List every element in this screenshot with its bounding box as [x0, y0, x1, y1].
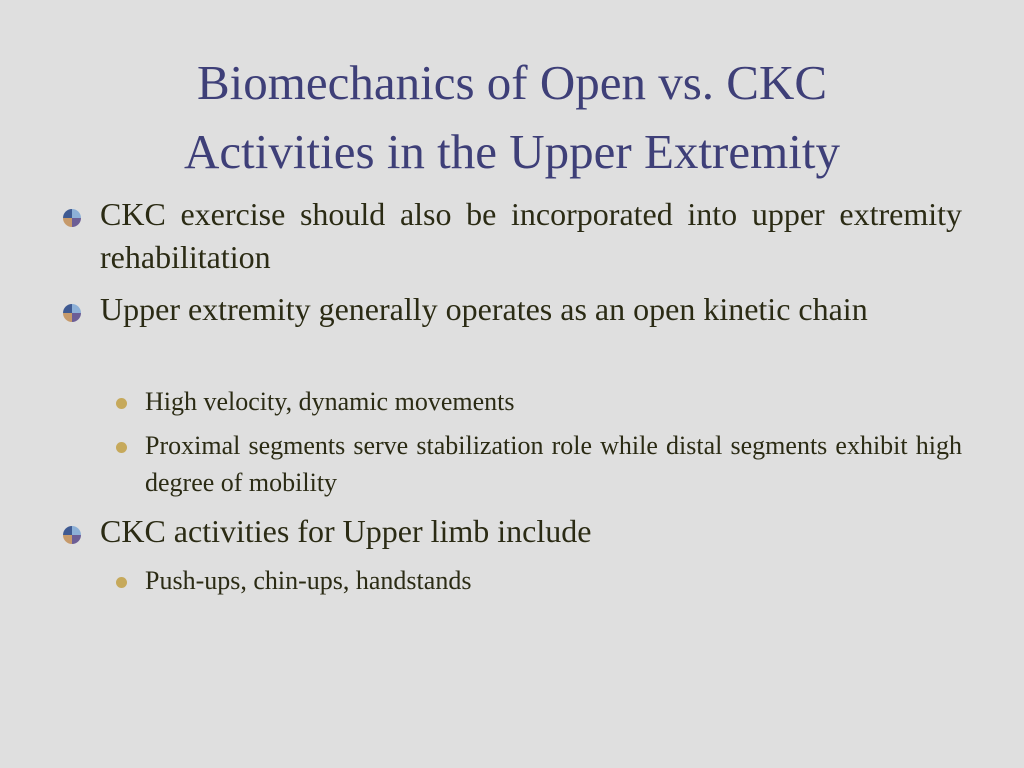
quartered-circle-icon — [62, 208, 82, 228]
quartered-circle-icon — [62, 303, 82, 323]
bullet-text: CKC activities for Upper limb include — [100, 513, 592, 549]
dot-icon — [116, 577, 127, 588]
marker-quadrant-top-left — [63, 526, 72, 535]
marker-quadrant-bottom-right — [72, 313, 81, 322]
marker-quadrant-top-right — [72, 526, 81, 535]
bullet-text: Upper extremity generally operates as an open kinetic chain — [100, 291, 868, 327]
marker-quadrant-bottom-left — [63, 313, 72, 322]
marker-quadrant-top-right — [72, 304, 81, 313]
bullet-level-2 — [145, 562, 962, 599]
bullet-level-2 — [145, 427, 962, 501]
bullet-text: Push-ups, chin-ups, handstands — [145, 566, 472, 595]
bullet-text: CKC exercise should also be incorporated into upper extremity rehabilitation — [100, 196, 962, 275]
bullet-level-1 — [100, 288, 962, 331]
marker-quadrant-bottom-left — [63, 218, 72, 227]
quartered-circle-icon — [62, 525, 82, 545]
dot-icon — [116, 398, 127, 409]
dot-icon — [116, 442, 127, 453]
bullet-level-1 — [100, 193, 962, 279]
slide-title-line-1: Biomechanics of Open vs. CKC — [196, 55, 828, 110]
marker-quadrant-top-left — [63, 209, 72, 218]
marker-quadrant-bottom-left — [63, 535, 72, 544]
bullet-level-1 — [100, 510, 962, 553]
slide-title-line-2: Activities in the Upper Extremity — [184, 124, 840, 179]
marker-quadrant-bottom-right — [72, 218, 81, 227]
bullet-text: Proximal segments serve stabilization role while distal segments exhibit high degree of mobility — [145, 431, 962, 497]
marker-quadrant-bottom-right — [72, 535, 81, 544]
bullet-text: High velocity, dynamic movements — [145, 387, 515, 416]
bullet-level-2 — [145, 383, 962, 420]
marker-quadrant-top-right — [72, 209, 81, 218]
marker-quadrant-top-left — [63, 304, 72, 313]
